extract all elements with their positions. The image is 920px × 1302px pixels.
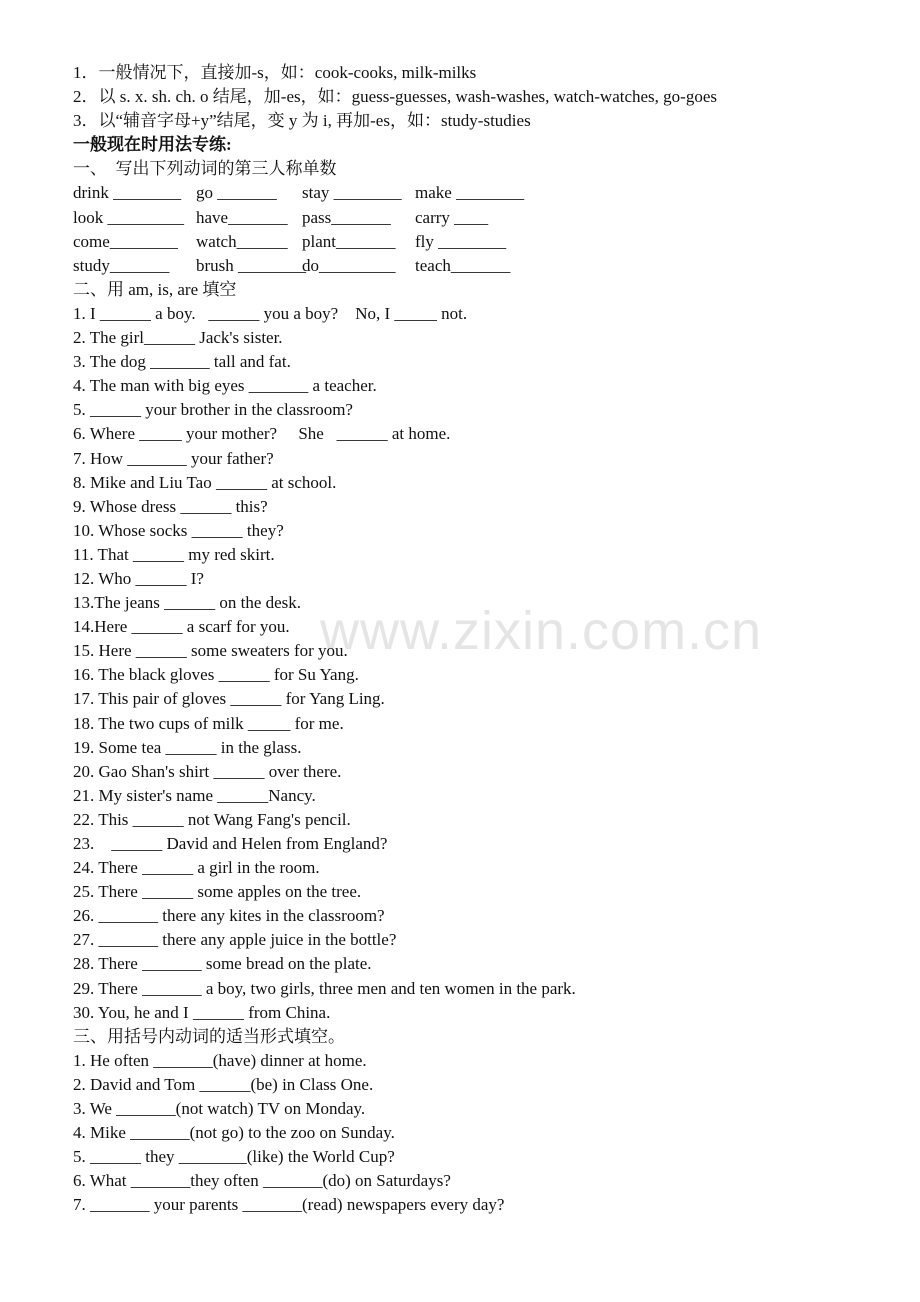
exercise-item: 14.Here ______ a scarf for you. [73,617,290,637]
rule-3: 3．以“辅音字母+y”结尾，变 y 为 i, 再加-es，如：study-studies [73,111,531,131]
exercise-item: 27. _______ there any apple juice in the bottle? [73,930,397,950]
exercise-item: 28. There _______ some bread on the plate. [73,954,372,974]
exercise-item: 7. How _______ your father? [73,448,274,468]
exercise-item: 25. There ______ some apples on the tree. [73,882,362,902]
exercise-item: 13.The jeans ______ on the desk. [73,593,302,613]
verb-cell: study_______ [73,255,170,275]
exercise-item: 3. We _______(not watch) TV on Monday. [73,1099,366,1119]
exercise-item: 20. Gao Shan's shirt ______ over there. [73,761,342,781]
section-1-title: 一、 写出下列动词的第三人称单数 [73,159,337,179]
exercise-item: 17. This pair of gloves ______ for Yang Ling. [73,689,385,709]
exercise-item: 18. The two cups of milk _____ for me. [73,713,344,733]
verb-row-2 [73,206,873,230]
exercise-item: 15. Here ______ some sweaters for you. [73,641,348,661]
exercise-item: 2. David and Tom ______(be) in Class One. [73,1074,374,1094]
section-2-title: 二、用 am, is, are 填空 [73,279,237,299]
exercise-item: 1. I ______ a boy. ______ you a boy? No, I _____ not. [73,303,468,323]
exercise-item: 23. ______ David and Helen from England? [73,834,388,853]
exercise-item: 16. The black gloves ______ for Su Yang. [73,665,359,685]
section-2-list [73,302,873,1025]
verb-row-3 [73,230,873,254]
exercise-item: 4. Mike _______(not go) to the zoo on Sunday. [73,1123,395,1143]
exercise-item: 22. This ______ not Wang Fang's pencil. [73,809,351,829]
verb-cell: do_________ [302,255,396,275]
exercise-item: 30. You, he and I ______ from China. [73,1002,331,1022]
exercise-item: 2. The girl______ Jack's sister. [73,328,283,348]
exercise-item: 3. The dog _______ tall and fat. [73,352,291,372]
exercise-item: 4. The man with big eyes _______ a teacher. [73,376,377,396]
verb-row-1 [73,181,873,205]
exercise-item: 10. Whose socks ______ they? [73,520,284,540]
exercise-item: 9. Whose dress ______ this? [73,496,268,516]
verb-cell: go _______ [196,183,277,203]
document-body [73,61,873,1218]
verb-cell: look _________ [73,207,184,227]
verb-cell: watch______ [196,231,288,251]
exercise-item: 6. Where _____ your mother? She ______ at home. [73,424,451,444]
rule-2: 2．以 s. x. sh. ch. o 结尾，加-es，如：guess-guesses, wash-washes, watch-watches, go-goes [73,87,717,107]
verb-cell: plant_______ [302,231,396,251]
verb-cell: fly ________ [415,231,507,251]
rule-1: 1．一般情况下，直接加-s，如：cook-cooks, milk-milks [73,63,477,82]
section-3-list [73,1049,873,1218]
exercise-item: 6. What _______they often _______(do) on Saturdays? [73,1171,451,1191]
exercise-item: 1. He often _______(have) dinner at home. [73,1050,367,1070]
verb-cell: teach_______ [415,255,511,275]
verb-cell: come________ [73,231,178,251]
exercise-item: 7. _______ your parents _______(read) newspapers every day? [73,1195,505,1215]
verb-cell: have_______ [196,207,288,227]
exercise-item: 5. ______ your brother in the classroom? [73,400,353,420]
verb-cell: carry ____ [415,207,489,227]
exercise-heading: 一般现在时用法专练: [73,135,232,155]
exercise-item: 29. There _______ a boy, two girls, three men and ten women in the park. [73,978,576,998]
exercise-item: 11. That ______ my red skirt. [73,544,275,564]
verb-cell: make ________ [415,183,525,203]
verb-cell: pass_______ [302,207,391,227]
exercise-item: 8. Mike and Liu Tao ______ at school. [73,472,337,492]
exercise-item: 21. My sister's name ______Nancy. [73,785,316,805]
verb-cell: brush ________ [196,255,307,275]
verb-row-4 [73,254,873,278]
exercise-item: 19. Some tea ______ in the glass. [73,737,302,757]
exercise-item: 5. ______ they ________(like) the World Cup? [73,1147,395,1167]
verb-cell: drink ________ [73,183,182,203]
exercise-item: 12. Who ______ I? [73,568,204,588]
verb-cell: stay ________ [302,183,402,203]
exercise-item: 26. _______ there any kites in the classroom? [73,906,385,926]
watermark: www.zixin.com.cn [320,601,763,661]
exercise-item: 24. There ______ a girl in the room. [73,858,320,878]
section-3-title: 三、用括号内动词的适当形式填空。 [73,1026,345,1046]
